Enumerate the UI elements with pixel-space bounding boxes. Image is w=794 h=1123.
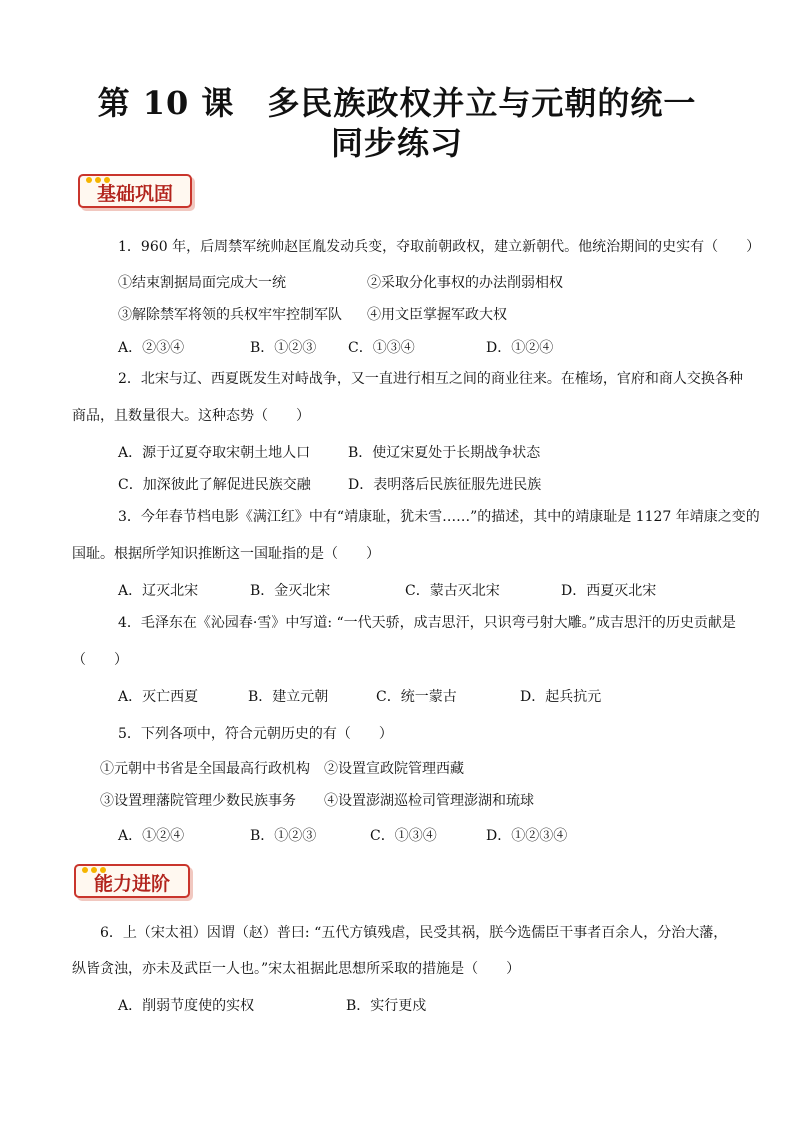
question-1-item-2: ②采取分化事权的办法削弱相权 [367,275,563,291]
question-6-stem-line1: 6．上（宋太祖）因谓（赵）普曰: “五代方镇残虐，民受其祸，朕今选儒臣干事者百余人，分治大藩， [100,925,728,941]
question-5-option-b: B．①②③ [250,828,317,844]
section-title-basic: 基础巩固 [96,183,173,205]
question-3-stem-line1: 3．今年春节档电影《满江红》中有“靖康耻，犹未雪……”的描述，其中的靖康耻是 1127 年靖康之变的 [118,509,760,525]
question-2-option-d: D．表明落后民族征服先进民族 [348,477,542,493]
question-4-option-c: C．统一蒙古 [376,689,457,705]
question-6-stem-line2: 纵皆贪浊，亦未及武臣一人也。”宋太祖据此思想所采取的措施是（ ） [72,961,521,977]
question-2-stem-line1: 2．北宋与辽、西夏既发生对峙战争，又一直进行相互之间的商业往来。在榷场，官府和商人交换各种 [118,371,743,387]
question-6-option-a: A．削弱节度使的实权 [118,998,255,1014]
question-1-option-d: D．①②④ [486,340,554,356]
question-1-option-a: A．②③④ [118,340,185,356]
question-5-stem: 5．下列各项中，符合元朝历史的有（ ） [118,726,393,742]
question-4-option-d: D．起兵抗元 [520,689,602,705]
question-3-option-b: B．金灭北宋 [250,583,331,599]
question-4-stem-line1: 4．毛泽东在《沁园春·雪》中写道: “一代天骄，成吉思汗，只识弯弓射大雕。”成吉思汗的历史贡献是 [118,615,736,631]
question-5-option-c: C．①③④ [370,828,437,844]
question-2-option-c: C．加深彼此了解促进民族交融 [118,477,311,493]
section-title-advanced: 能力进阶 [93,873,170,895]
page-subtitle: 同步练习 [330,124,463,162]
question-2-stem-line2: 商品，且数量很大。这种态势（ ） [72,408,310,424]
question-4-option-b: B．建立元朝 [248,689,329,705]
question-1-item-3: ③解除禁军将领的兵权牢牢控制军队 [118,307,342,323]
section-badge-basic [78,174,192,208]
page-title: 第 10 课 多民族政权并立与元朝的统一 [97,84,697,122]
section-badge-advanced [74,864,190,898]
question-2-option-a: A．源于辽夏夺取宋朝土地人口 [118,445,311,461]
question-3-option-d: D．西夏灭北宋 [561,583,657,599]
question-1-stem: 1．960 年，后周禁军统帅赵匡胤发动兵变，夺取前朝政权，建立新朝代。他统治期间的史实有（ ） [118,239,761,255]
question-5-item-4: ④设置澎湖巡检司管理澎湖和琉球 [324,793,534,809]
question-4-option-a: A．灭亡西夏 [118,689,199,705]
question-1-option-b: B．①②③ [250,340,317,356]
question-5-item-2: ②设置宣政院管理西藏 [324,761,464,777]
question-2-option-b: B．使辽宋夏处于长期战争状态 [348,445,541,461]
question-3-option-a: A．辽灭北宋 [118,583,199,599]
question-5-item-1: ①元朝中书省是全国最高行政机构 [100,761,310,777]
question-3-stem-line2: 国耻。根据所学知识推断这一国耻指的是（ ） [72,546,380,562]
question-5-option-d: D．①②③④ [486,828,568,844]
question-5-option-a: A．①②④ [118,828,185,844]
question-3-option-c: C．蒙古灭北宋 [405,583,500,599]
question-4-stem-line2: （ ） [72,652,128,668]
question-1-item-1: ①结束割据局面完成大一统 [118,275,286,291]
question-1-option-c: C．①③④ [348,340,415,356]
question-6-option-b: B．实行更戍 [346,998,427,1014]
question-1-item-4: ④用文臣掌握军政大权 [367,307,507,323]
question-5-item-3: ③设置理藩院管理少数民族事务 [100,793,296,809]
